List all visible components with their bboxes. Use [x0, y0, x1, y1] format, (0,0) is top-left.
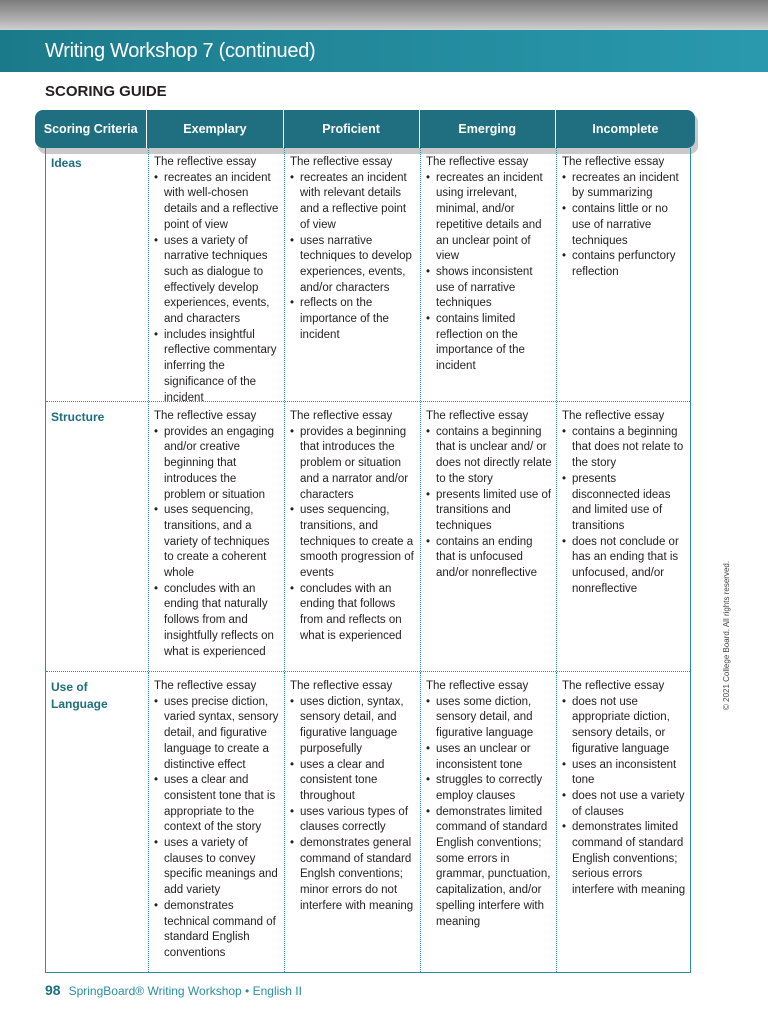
list-item [562, 472, 686, 535]
list-item [290, 836, 416, 915]
incomplete-cell [556, 402, 690, 671]
criteria-cell: Structure [51, 410, 105, 424]
list-item-text: presents limited use of transitions and techniques [436, 488, 552, 532]
bullet-icon: • [426, 805, 431, 818]
list-item-text: uses narrative techniques to develop experiences, events, and/or characters [300, 234, 412, 294]
bullet-icon: • [426, 425, 431, 438]
list-item-text: uses sequencing, transitions, and techniques to create a smooth progression of events [300, 504, 414, 580]
criteria-list [290, 695, 416, 915]
list-item-text: includes insightful reflective commentary inferring the significance of the incident [164, 328, 277, 404]
header-scoring-criteria: Scoring Criteria [43, 121, 138, 136]
list-item-text: demonstrates limited command of standard English conventions; some errors in grammar, punctuation, capitalization, and/or spelling interfere with meaning [436, 805, 551, 928]
criteria-list [562, 425, 686, 598]
copyright-text: © 2021 College Board. All rights reserved. [722, 560, 731, 710]
list-item [290, 805, 416, 836]
list-item-text: uses some diction, sensory detail, and figurative language [436, 695, 534, 740]
list-item [426, 171, 552, 265]
bullet-icon: • [290, 837, 295, 850]
cell-lead-text: The reflective essay [562, 156, 665, 168]
header-exemplary: Exemplary [146, 110, 282, 148]
table-header [35, 110, 695, 148]
list-item-text: contains an ending that is unfocused and/or nonreflective [436, 535, 538, 580]
list-item [426, 742, 552, 773]
list-item-text: provides a beginning that introduces the problem or situation and a narrator and/or characters [300, 425, 409, 501]
exemplary-cell [148, 148, 284, 404]
list-item [562, 425, 686, 472]
list-item [154, 234, 280, 328]
list-item [290, 758, 416, 805]
table-row [46, 671, 690, 972]
bullet-icon: • [290, 234, 295, 247]
cell-lead-text: The reflective essay [426, 680, 529, 692]
list-item [290, 582, 416, 645]
list-item-text: shows inconsistent use of narrative techniques [436, 265, 533, 310]
list-item [562, 820, 686, 899]
emerging-cell [420, 148, 556, 401]
bullet-icon: • [562, 535, 567, 548]
page-title: Writing Workshop 7 (continued) [45, 40, 316, 62]
list-item [562, 789, 686, 820]
list-item-text: provides an engaging and/or creative beginning that introduces the problem or situation [164, 425, 274, 501]
list-item-text: uses an unclear or inconsistent tone [436, 742, 531, 771]
list-item-text: does not conclude or has an ending that is unfocused, and/or nonreflective [572, 535, 679, 595]
list-item [154, 171, 280, 234]
cell-lead-text: The reflective essay [290, 680, 393, 692]
list-item-text: uses diction, syntax, sensory detail, and figurative language purposefully [300, 695, 404, 755]
list-item-text: uses a variety of clauses to convey specific meanings and add variety [164, 837, 278, 897]
list-item [290, 234, 416, 297]
cell-lead-text: The reflective essay [562, 410, 665, 422]
list-item-text: concludes with an ending that naturally follows from and insightfully reflects on what is experienced [164, 582, 274, 658]
list-item [154, 582, 280, 661]
bullet-icon: • [426, 488, 431, 501]
section-title: SCORING GUIDE [45, 83, 167, 100]
header-proficient: Proficient [283, 110, 419, 148]
proficient-cell [284, 672, 420, 972]
criteria-cell: Ideas [51, 156, 82, 170]
criteria-list [426, 171, 552, 375]
exemplary-cell [148, 402, 284, 671]
bullet-icon: • [290, 695, 295, 708]
list-item [290, 171, 416, 234]
list-item-text: contains perfunctory reflection [572, 250, 676, 278]
list-item [426, 312, 552, 375]
incomplete-cell [556, 148, 690, 401]
bullet-icon: • [154, 234, 159, 247]
list-item [562, 695, 686, 758]
list-item [426, 425, 552, 488]
cell-lead-text: The reflective essay [426, 410, 529, 422]
bullet-icon: • [154, 171, 159, 184]
cell-lead-text: The reflective essay [426, 156, 529, 168]
bullet-icon: • [290, 504, 295, 517]
list-item [426, 488, 552, 535]
list-item-text: presents disconnected ideas and limited use of transitions [572, 472, 671, 532]
list-item-text: uses various types of clauses correctly [300, 805, 409, 834]
list-item-text: contains a beginning that does not relate to the story [572, 425, 684, 470]
table-row [46, 148, 690, 404]
bullet-icon: • [562, 203, 567, 216]
page-number: 98 [45, 982, 61, 998]
cell-lead-text: The reflective essay [562, 680, 665, 692]
bullet-icon: • [154, 425, 159, 438]
copyright-notice [722, 560, 732, 720]
bullet-icon: • [290, 758, 295, 771]
cell-lead-text: The reflective essay [154, 156, 257, 168]
list-item-text: uses sequencing, transitions, and a variety of techniques to create a coherent whole [164, 504, 270, 580]
bullet-icon: • [154, 582, 159, 595]
list-item [154, 695, 280, 774]
list-item [426, 773, 552, 804]
list-item-text: recreates an incident with relevant details and a reflective point of view [300, 171, 407, 231]
proficient-cell [284, 148, 420, 401]
bullet-icon: • [154, 328, 159, 341]
title-bar [0, 30, 768, 72]
list-item-text: contains little or no use of narrative techniques [572, 203, 668, 247]
bullet-icon: • [562, 821, 567, 834]
header-emerging: Emerging [419, 110, 555, 148]
bullet-icon: • [426, 313, 431, 326]
criteria-list [562, 695, 686, 899]
list-item-text: recreates an incident using irrelevant, minimal, and/or repetitive details and an unclear point of view [436, 171, 543, 263]
footer-text: SpringBoard® Writing Workshop • English II [68, 984, 302, 998]
bullet-icon: • [562, 695, 567, 708]
proficient-cell [284, 402, 420, 671]
bullet-icon: • [426, 535, 431, 548]
list-item [426, 265, 552, 312]
list-item-text: recreates an incident with well-chosen details and a reflective point of view [164, 171, 279, 231]
list-item [562, 758, 686, 789]
list-item [562, 171, 686, 202]
list-item [290, 695, 416, 758]
bullet-icon: • [290, 582, 295, 595]
list-item [290, 425, 416, 504]
list-item-text: demonstrates limited command of standard English conventions; serious errors interfere with meaning [572, 821, 686, 897]
list-item [154, 425, 280, 504]
list-item [290, 503, 416, 582]
header-incomplete: Incomplete [555, 110, 695, 148]
list-item [154, 328, 280, 407]
criteria-list [290, 425, 416, 645]
list-item [426, 535, 552, 582]
bullet-icon: • [290, 171, 295, 184]
table-row [46, 401, 690, 671]
list-item-text: uses precise diction, varied syntax, sensory detail, and figurative language to create a distinctive effect [164, 695, 279, 771]
bullet-icon: • [290, 297, 295, 310]
emerging-cell [420, 672, 556, 972]
bullet-icon: • [426, 695, 431, 708]
bullet-icon: • [562, 250, 567, 263]
list-item-text: recreates an incident by summarizing [572, 171, 679, 200]
list-item-text: contains limited reflection on the importance of the incident [436, 313, 525, 373]
list-item [426, 805, 552, 931]
criteria-list [562, 171, 686, 281]
list-item-text: demonstrates general command of standard Englsh conventions; minor errors do not interfere with meaning [300, 837, 414, 912]
top-gradient-band [0, 0, 768, 30]
list-item [154, 836, 280, 899]
list-item [562, 535, 686, 598]
list-item-text: reflects on the importance of the incident [300, 297, 389, 341]
list-item-text: uses a variety of narrative techniques such as dialogue to effectively develop experiences, events, and characters [164, 234, 270, 326]
criteria-list [154, 171, 280, 407]
list-item [154, 503, 280, 582]
criteria-list [290, 171, 416, 344]
emerging-cell [420, 402, 556, 671]
cell-lead-text: The reflective essay [154, 410, 257, 422]
bullet-icon: • [154, 774, 159, 787]
bullet-icon: • [290, 805, 295, 818]
list-item-text: uses an inconsistent tone [572, 758, 677, 787]
bullet-icon: • [154, 899, 159, 912]
list-item [154, 899, 280, 962]
bullet-icon: • [154, 837, 159, 850]
incomplete-cell [556, 672, 690, 972]
criteria-cell: Use of Language [51, 680, 108, 711]
list-item-text: concludes with an ending that follows from and reflects on what is experienced [300, 582, 402, 642]
list-item-text: struggles to correctly employ clauses [436, 774, 543, 802]
list-item [426, 695, 552, 742]
list-item [154, 773, 280, 836]
bullet-icon: • [290, 425, 295, 438]
bullet-icon: • [562, 472, 567, 485]
bullet-icon: • [562, 789, 567, 802]
bullet-icon: • [426, 171, 431, 184]
list-item-text: does not use a variety of clauses [572, 789, 685, 818]
bullet-icon: • [426, 774, 431, 787]
bullet-icon: • [154, 695, 159, 708]
list-item-text: does not use appropriate diction, sensory details, or figurative language [572, 695, 670, 755]
criteria-list [426, 425, 552, 582]
list-item [290, 296, 416, 343]
criteria-list [154, 695, 280, 962]
list-item-text: uses a clear and consistent tone throughout [300, 758, 385, 802]
bullet-icon: • [562, 171, 567, 184]
bullet-icon: • [426, 742, 431, 755]
bullet-icon: • [562, 425, 567, 438]
cell-lead-text: The reflective essay [154, 680, 257, 692]
scoring-table [45, 148, 691, 973]
criteria-list [154, 425, 280, 661]
list-item-text: contains a beginning that is unclear and/ or does not directly relate to the story [436, 425, 552, 485]
cell-lead-text: The reflective essay [290, 410, 393, 422]
exemplary-cell [148, 672, 284, 972]
bullet-icon: • [562, 758, 567, 771]
list-item-text: demonstrates technical command of standard English conventions [164, 899, 276, 959]
list-item [562, 249, 686, 280]
list-item-text: uses a clear and consistent tone that is appropriate to the context of the story [164, 774, 276, 834]
criteria-list [426, 695, 552, 931]
page-footer [45, 982, 302, 998]
bullet-icon: • [426, 265, 431, 278]
bullet-icon: • [154, 504, 159, 517]
cell-lead-text: The reflective essay [290, 156, 393, 168]
list-item [562, 202, 686, 249]
